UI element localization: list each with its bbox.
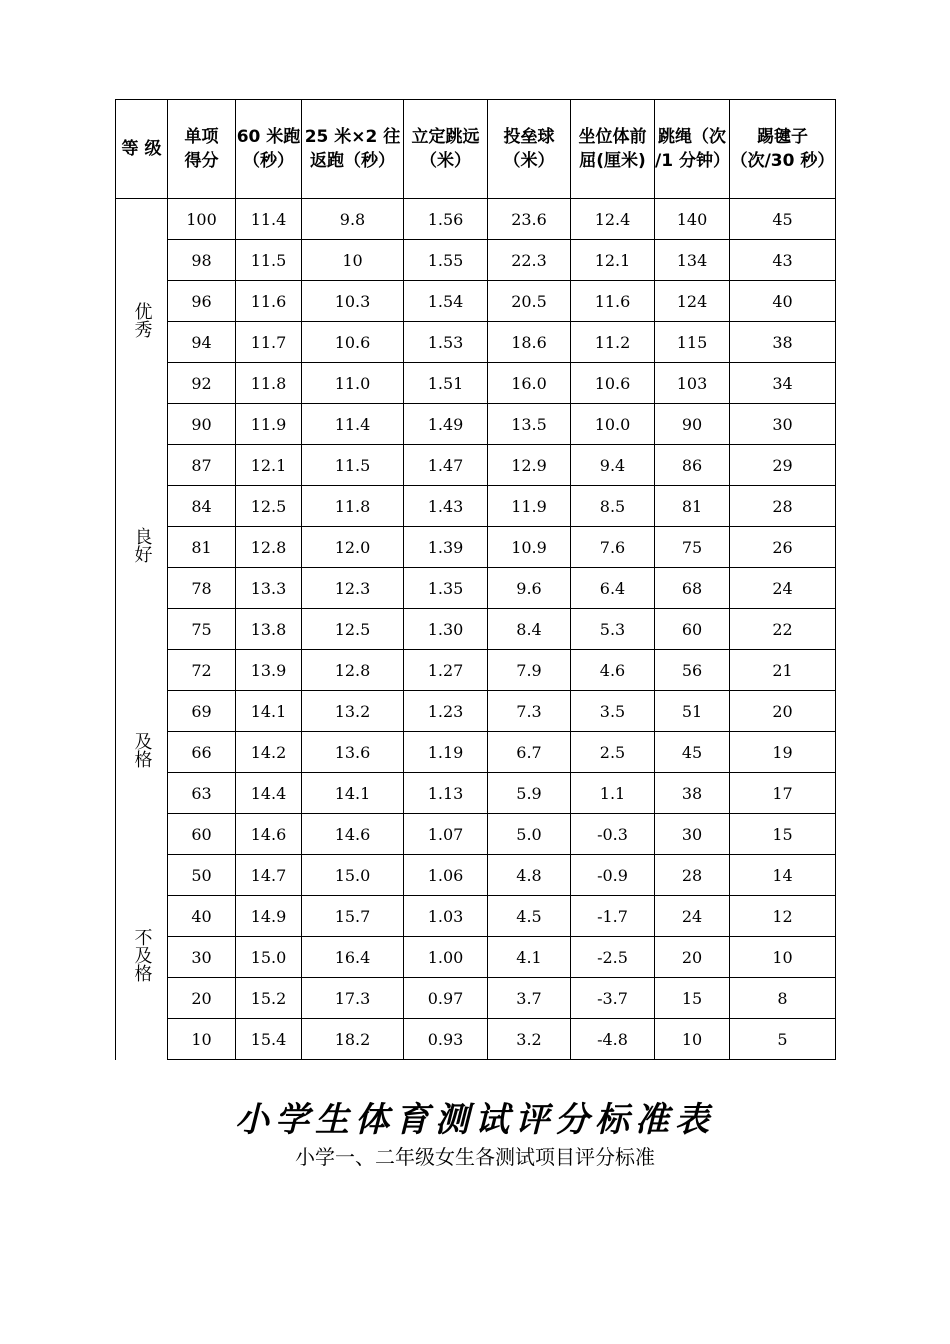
table-cell: 4.5 <box>488 896 571 937</box>
table-cell: 13.9 <box>236 650 302 691</box>
table-cell: 1.13 <box>404 773 488 814</box>
table-cell: 13.8 <box>236 609 302 650</box>
table-cell: 15.0 <box>302 855 404 896</box>
table-cell: 2.5 <box>571 732 655 773</box>
table-cell: 45 <box>655 732 730 773</box>
table-cell: 81 <box>655 486 730 527</box>
column-header-line: 屈(厘米) <box>579 151 646 171</box>
table-cell: 14.4 <box>236 773 302 814</box>
table-cell: 6.4 <box>571 568 655 609</box>
table-row <box>116 199 836 240</box>
table-cell: 43 <box>730 240 836 281</box>
table-row <box>116 691 836 732</box>
table-row <box>116 650 836 691</box>
table-cell: 5.9 <box>488 773 571 814</box>
table-cell: 75 <box>168 609 236 650</box>
table-cell: 15.2 <box>236 978 302 1019</box>
table-cell: 140 <box>655 199 730 240</box>
table-cell: 9.6 <box>488 568 571 609</box>
table-cell: 14.2 <box>236 732 302 773</box>
column-header-line: 返跑（秒） <box>310 151 395 171</box>
column-header-line: 跳绳（次 <box>658 127 726 147</box>
grade-cell <box>116 199 168 445</box>
table-cell: 60 <box>168 814 236 855</box>
table-cell: 12.8 <box>302 650 404 691</box>
table-cell: 98 <box>168 240 236 281</box>
table-cell: 1.03 <box>404 896 488 937</box>
column-header <box>236 100 302 199</box>
table-cell: 12.8 <box>236 527 302 568</box>
column-header <box>168 100 236 199</box>
table-row <box>116 445 836 486</box>
table-row <box>116 1019 836 1060</box>
table-cell: 15.7 <box>302 896 404 937</box>
table-row <box>116 937 836 978</box>
table-cell: 22 <box>730 609 836 650</box>
table-cell: 63 <box>168 773 236 814</box>
table-cell: 4.6 <box>571 650 655 691</box>
table-cell: 11.6 <box>571 281 655 322</box>
table-cell: 45 <box>730 199 836 240</box>
table-row <box>116 527 836 568</box>
table-cell: 72 <box>168 650 236 691</box>
table-cell: 100 <box>168 199 236 240</box>
table-cell: 12.5 <box>302 609 404 650</box>
table-cell: 10 <box>655 1019 730 1060</box>
table-cell: 22.3 <box>488 240 571 281</box>
table-cell: 1.19 <box>404 732 488 773</box>
table-cell: 15.0 <box>236 937 302 978</box>
table-cell: 34 <box>730 363 836 404</box>
column-header-line: （次/30 秒） <box>730 151 835 171</box>
table-cell: 12.5 <box>236 486 302 527</box>
table-cell: 20 <box>168 978 236 1019</box>
table-cell: 16.0 <box>488 363 571 404</box>
column-header <box>404 100 488 199</box>
page-subtitle: 小学一、二年级女生各测试项目评分标准 <box>295 1145 655 1169</box>
table-cell: 10.6 <box>302 322 404 363</box>
table-cell: 11.2 <box>571 322 655 363</box>
table-cell: 13.6 <box>302 732 404 773</box>
table-cell: 15.4 <box>236 1019 302 1060</box>
column-header-line: /1 分钟） <box>655 151 730 171</box>
table-row <box>116 978 836 1019</box>
table-cell: 1.49 <box>404 404 488 445</box>
table-cell: 1.39 <box>404 527 488 568</box>
table-cell: 10 <box>302 240 404 281</box>
table-cell: 11.6 <box>236 281 302 322</box>
table-cell: 11.8 <box>302 486 404 527</box>
column-header-line: （秒） <box>243 151 294 171</box>
table-cell: 86 <box>655 445 730 486</box>
table-cell: 19 <box>730 732 836 773</box>
table-cell: 8.5 <box>571 486 655 527</box>
table-cell: 23.6 <box>488 199 571 240</box>
table-cell: 11.5 <box>302 445 404 486</box>
table-cell: -0.9 <box>571 855 655 896</box>
grade-cell <box>116 445 168 650</box>
table-cell: 18.6 <box>488 322 571 363</box>
table-cell: 10 <box>168 1019 236 1060</box>
table-cell: 103 <box>655 363 730 404</box>
table-row <box>116 322 836 363</box>
table-cell: 14.6 <box>302 814 404 855</box>
table-cell: 5.3 <box>571 609 655 650</box>
table-cell: 75 <box>655 527 730 568</box>
table-cell: 14.7 <box>236 855 302 896</box>
table-cell: 11.4 <box>236 199 302 240</box>
table-cell: 3.5 <box>571 691 655 732</box>
column-header-line: 立定跳远 <box>411 127 480 147</box>
table-cell: 1.06 <box>404 855 488 896</box>
table-cell: 1.27 <box>404 650 488 691</box>
table-cell: 1.53 <box>404 322 488 363</box>
table-cell: 3.2 <box>488 1019 571 1060</box>
column-header-line: 坐位体前 <box>578 127 647 147</box>
table-cell: 11.8 <box>236 363 302 404</box>
column-header-line: 踢毽子 <box>757 127 808 147</box>
table-cell: 1.56 <box>404 199 488 240</box>
table-cell: 8 <box>730 978 836 1019</box>
grade-cell <box>116 650 168 855</box>
table-cell: 5 <box>730 1019 836 1060</box>
table-body <box>116 199 836 1060</box>
table-cell: 15 <box>730 814 836 855</box>
table-cell: 12.1 <box>236 445 302 486</box>
table-cell: 1.51 <box>404 363 488 404</box>
column-header <box>571 100 655 199</box>
table-cell: 15 <box>655 978 730 1019</box>
table-row <box>116 240 836 281</box>
table-cell: 9.8 <box>302 199 404 240</box>
page-title: 小学生体育测试评分标准表 <box>235 1100 715 1140</box>
table-cell: -3.7 <box>571 978 655 1019</box>
table-cell: 90 <box>655 404 730 445</box>
table-cell: 20.5 <box>488 281 571 322</box>
table-cell: 12.0 <box>302 527 404 568</box>
table-cell: -4.8 <box>571 1019 655 1060</box>
table-cell: 11.4 <box>302 404 404 445</box>
table-cell: 29 <box>730 445 836 486</box>
table-cell: 14.6 <box>236 814 302 855</box>
table-cell: 13.2 <box>302 691 404 732</box>
table-cell: 56 <box>655 650 730 691</box>
table-cell: 66 <box>168 732 236 773</box>
table-cell: 38 <box>730 322 836 363</box>
table-row <box>116 732 836 773</box>
column-header-line: 单项 <box>184 127 219 147</box>
table-cell: 12.3 <box>302 568 404 609</box>
table-cell: 12 <box>730 896 836 937</box>
grade-label: 不及格 <box>131 928 153 982</box>
column-header-line: 等 级 <box>121 139 162 159</box>
column-header <box>488 100 571 199</box>
table-cell: 124 <box>655 281 730 322</box>
table-cell: -0.3 <box>571 814 655 855</box>
table-cell: 7.6 <box>571 527 655 568</box>
table-cell: 40 <box>730 281 836 322</box>
table-cell: 38 <box>655 773 730 814</box>
grade-label: 优秀 <box>131 301 153 338</box>
table-cell: 94 <box>168 322 236 363</box>
table-cell: 87 <box>168 445 236 486</box>
table-cell: 14.1 <box>236 691 302 732</box>
table-cell: 1.30 <box>404 609 488 650</box>
table-row <box>116 404 836 445</box>
table-cell: 10.3 <box>302 281 404 322</box>
table-row <box>116 281 836 322</box>
table-cell: 9.4 <box>571 445 655 486</box>
table-cell: -1.7 <box>571 896 655 937</box>
table-row <box>116 896 836 937</box>
table-cell: 10 <box>730 937 836 978</box>
table-cell: 11.0 <box>302 363 404 404</box>
table-cell: 1.00 <box>404 937 488 978</box>
table-cell: 1.47 <box>404 445 488 486</box>
table-cell: 8.4 <box>488 609 571 650</box>
table-cell: 13.3 <box>236 568 302 609</box>
table-cell: 3.7 <box>488 978 571 1019</box>
column-header-line: 得分 <box>184 151 219 171</box>
table-cell: 20 <box>730 691 836 732</box>
table-cell: 81 <box>168 527 236 568</box>
table-row <box>116 568 836 609</box>
table-cell: 24 <box>730 568 836 609</box>
table-cell: 96 <box>168 281 236 322</box>
column-header-line: 25 米×2 往 <box>304 127 401 147</box>
table-cell: 10.9 <box>488 527 571 568</box>
table-cell: 30 <box>168 937 236 978</box>
table-cell: 68 <box>655 568 730 609</box>
table-cell: 1.43 <box>404 486 488 527</box>
table-row <box>116 814 836 855</box>
table-cell: 92 <box>168 363 236 404</box>
table-cell: 30 <box>730 404 836 445</box>
table-cell: 13.5 <box>488 404 571 445</box>
table-cell: 84 <box>168 486 236 527</box>
table-cell: 1.23 <box>404 691 488 732</box>
table-cell: 11.9 <box>488 486 571 527</box>
table-cell: 14.1 <box>302 773 404 814</box>
table-cell: 1.1 <box>571 773 655 814</box>
table-row <box>116 363 836 404</box>
table-cell: 28 <box>730 486 836 527</box>
table-cell: 69 <box>168 691 236 732</box>
table-cell: 134 <box>655 240 730 281</box>
table-cell: 11.9 <box>236 404 302 445</box>
table-row <box>116 855 836 896</box>
column-header-line: 60 米跑 <box>236 127 301 147</box>
table-row <box>116 486 836 527</box>
table-cell: 1.55 <box>404 240 488 281</box>
table-cell: 10.0 <box>571 404 655 445</box>
table-cell: 4.1 <box>488 937 571 978</box>
table-cell: 12.4 <box>571 199 655 240</box>
grade-label: 良好 <box>131 527 153 563</box>
table-cell: 24 <box>655 896 730 937</box>
table-row <box>116 773 836 814</box>
table-row <box>116 609 836 650</box>
table-cell: 4.8 <box>488 855 571 896</box>
table-cell: 90 <box>168 404 236 445</box>
table-cell: 60 <box>655 609 730 650</box>
table-cell: 1.54 <box>404 281 488 322</box>
column-header <box>302 100 404 199</box>
table-cell: 1.07 <box>404 814 488 855</box>
grade-label: 及格 <box>131 732 153 768</box>
table-cell: 17 <box>730 773 836 814</box>
table-cell: 78 <box>168 568 236 609</box>
column-header-line: （米） <box>420 151 471 171</box>
table-cell: 28 <box>655 855 730 896</box>
table-cell: -2.5 <box>571 937 655 978</box>
column-header-line: 投垒球 <box>503 127 555 147</box>
table-cell: 26 <box>730 527 836 568</box>
table-cell: 10.6 <box>571 363 655 404</box>
table-cell: 11.5 <box>236 240 302 281</box>
table-cell: 12.9 <box>488 445 571 486</box>
table-cell: 14 <box>730 855 836 896</box>
table-cell: 6.7 <box>488 732 571 773</box>
table-cell: 7.9 <box>488 650 571 691</box>
table-cell: 30 <box>655 814 730 855</box>
table-cell: 51 <box>655 691 730 732</box>
table-cell: 0.97 <box>404 978 488 1019</box>
column-header <box>730 100 836 199</box>
table-cell: 18.2 <box>302 1019 404 1060</box>
table-cell: 12.1 <box>571 240 655 281</box>
column-header-line: （米） <box>503 151 555 171</box>
table-cell: 20 <box>655 937 730 978</box>
table-cell: 0.93 <box>404 1019 488 1060</box>
column-header <box>655 100 730 199</box>
table-cell: 21 <box>730 650 836 691</box>
table-cell: 17.3 <box>302 978 404 1019</box>
table-cell: 7.3 <box>488 691 571 732</box>
table-cell: 16.4 <box>302 937 404 978</box>
column-header <box>116 100 168 199</box>
table-cell: 115 <box>655 322 730 363</box>
table-cell: 11.7 <box>236 322 302 363</box>
table-cell: 40 <box>168 896 236 937</box>
grade-cell <box>116 855 168 1060</box>
table-cell: 50 <box>168 855 236 896</box>
table-header-row <box>116 100 836 199</box>
score-table <box>115 99 836 1060</box>
table-cell: 14.9 <box>236 896 302 937</box>
table-cell: 5.0 <box>488 814 571 855</box>
table-cell: 1.35 <box>404 568 488 609</box>
